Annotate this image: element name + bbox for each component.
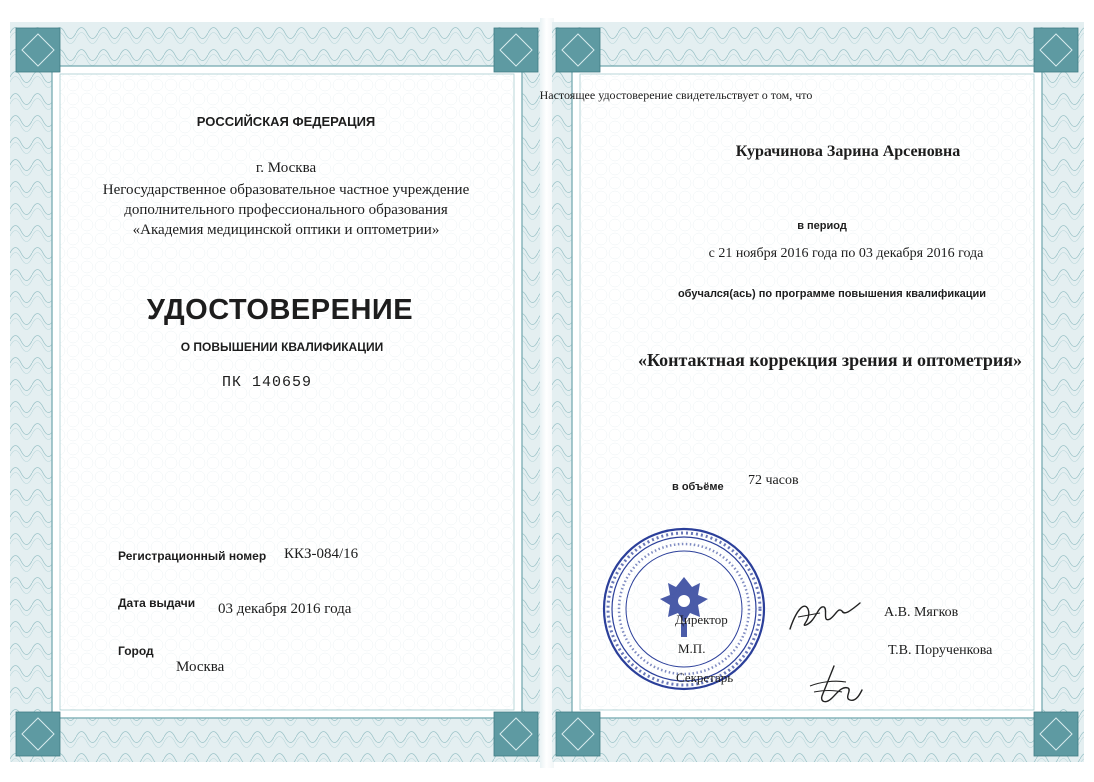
- director-signature-icon: [786, 595, 864, 635]
- guilloche-frame-icon: [10, 22, 542, 762]
- document-title: УДОСТОВЕРЕНИЕ: [146, 294, 414, 326]
- left-page: [10, 22, 542, 762]
- document-subtitle: О ПОВЫШЕНИИ КВАЛИФИКАЦИИ: [180, 340, 384, 354]
- country-heading: РОССИЙСКАЯ ФЕДЕРАЦИЯ: [196, 114, 376, 129]
- holder-full-name: Курачинова Зарина Арсеновна: [735, 143, 961, 160]
- city-label: Город: [118, 644, 154, 658]
- round-seal-stamp-icon: [600, 525, 768, 693]
- volume-label: в объёме: [672, 481, 724, 493]
- director-name: А.В. Мягков: [884, 605, 959, 620]
- secretary-signature-icon: [804, 662, 866, 710]
- secretary-label: Секретарь: [676, 670, 734, 685]
- issue-date-value: 03 декабря 2016 года: [218, 601, 352, 617]
- period-value: с 21 ноября 2016 года по 03 декабря 2016 года: [708, 246, 984, 261]
- institution-line-2: дополнительного профессионального образования: [124, 202, 448, 218]
- intro-text: Настоящее удостоверение свидетельствует о том, что: [539, 88, 813, 102]
- issue-date-label: Дата выдачи: [118, 596, 196, 610]
- secretary-name: Т.В. Порученкова: [888, 643, 993, 658]
- serial-number: ПК 140659: [222, 374, 313, 391]
- institution-line-1: Негосударственное образовательное частное учреждение: [102, 182, 470, 198]
- volume-value: 72 часов: [748, 473, 799, 488]
- institution-line-3: «Академия медицинской оптики и оптометрии»: [132, 222, 440, 238]
- program-name: «Контактная коррекция зрения и оптометрия»: [637, 350, 1023, 370]
- registration-label: Регистрационный номер: [118, 549, 267, 563]
- director-label: Директор: [675, 612, 728, 627]
- issuing-city-line: г. Москва: [255, 160, 317, 176]
- registration-value: ККЗ-084/16: [284, 546, 359, 562]
- period-label: в период: [797, 220, 847, 232]
- city-value: Москва: [176, 659, 225, 675]
- stamp-place-label: М.П.: [678, 641, 706, 656]
- program-label: обучался(ась) по программе повышения квалификации: [677, 288, 987, 300]
